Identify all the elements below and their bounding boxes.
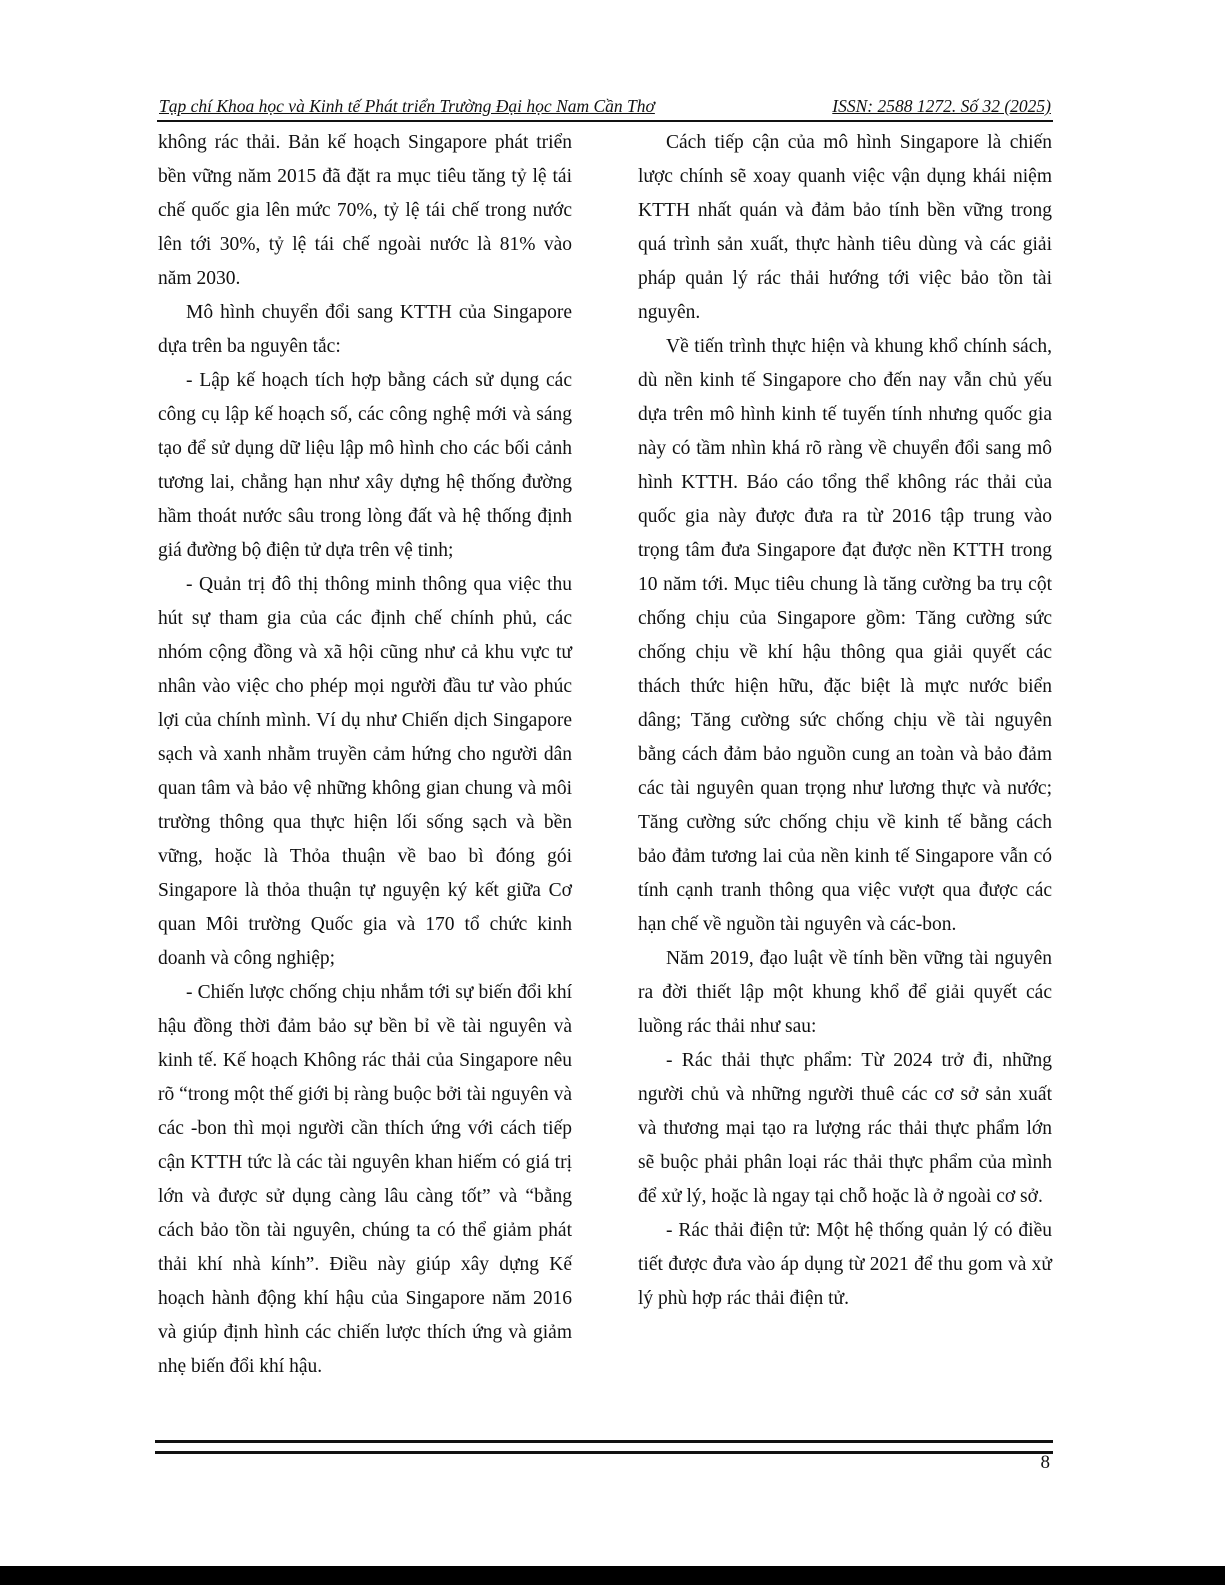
paragraph: Về tiến trình thực hiện và khung khổ chính sách, dù nền kinh tế Singapore cho đến nay vẫn chủ yếu dựa trên mô hình kinh tế tuyến tính nhưng quốc gia này có tầm nhìn khá rõ ràng về chuyển đổi sang mô hình KTTH. Báo cáo tổng thể không rác thải của quốc gia này được đưa ra từ 2016 tập trung vào trọng tâm đưa Singapore đạt được nền KTTH trong 10 năm tới. Mục tiêu chung là tăng cường ba trụ cột chống chịu của Singapore gồm: Tăng cường sức chống chịu về khí hậu thông qua giải quyết các thách thức hiện hữu, đặc biệt là mực nước biển dâng; Tăng cường sức chống chịu về tài nguyên bằng cách đảm bảo nguồn cung an toàn và bảo đảm các tài nguyên quan trọng như lương thực và nước; Tăng cường sức chống chịu về kinh tế bằng cách bảo đảm tương lai của nền kinh tế Singapore vẫn có tính cạnh tranh thông qua việc vượt qua được các hạn chế về nguồn tài nguyên và các-bon. bbox=[638, 336, 1052, 935]
paragraph: - Chiến lược chống chịu nhắm tới sự biến đổi khí hậu đồng thời đảm bảo sự bền bỉ về tài nguyên và kinh tế. Kế hoạch Không rác thải của Singapore nêu rõ “trong một thế giới bị ràng buộc bởi tài nguyên và các -bon thì mọi người cần thích ứng với cách tiếp cận KTTH tức là các tài nguyên khan hiếm có giá trị lớn và được sử dụng càng lâu càng tốt” và “bằng cách bảo tồn tài nguyên, chúng ta có thể giảm phát thải khí nhà kính”. Điều này giúp xây dựng Kế hoạch hành động khí hậu của Singapore năm 2016 và giúp định hình các chiến lược thích ứng và giảm nhẹ biến đổi khí hậu. bbox=[158, 982, 572, 1377]
footer-rule bbox=[155, 1440, 1053, 1454]
page-number: 8 bbox=[1040, 1452, 1050, 1473]
right-column bbox=[638, 126, 1052, 1316]
paragraph: Mô hình chuyển đổi sang KTTH của Singapore dựa trên ba nguyên tắc: bbox=[158, 302, 572, 357]
paragraph: - Rác thải thực phẩm: Từ 2024 trở đi, những người chủ và những người thuê các cơ sở sản xuất và thương mại tạo ra lượng rác thải thực phẩm lớn sẽ buộc phải phân loại rác thải thực phẩm của mình để xử lý, hoặc là ngay tại chỗ hoặc là ở ngoài cơ sở. bbox=[638, 1050, 1052, 1207]
journal-title: Tạp chí Khoa học và Kinh tế Phát triển Trường Đại học Nam Cần Thơ bbox=[159, 96, 655, 116]
paragraph: - Quản trị đô thị thông minh thông qua việc thu hút sự tham gia của các định chế chính phủ, các nhóm cộng đồng và xã hội cũng như cả khu vực tư nhân vào việc cho phép mọi người đầu tư vào phúc lợi của chính mình. Ví dụ như Chiến dịch Singapore sạch và xanh nhằm truyền cảm hứng cho người dân quan tâm và bảo vệ những không gian chung và môi trường thông qua thực hiện lối sống sạch và bền vững, hoặc là Thỏa thuận về bao bì đóng gói Singapore là thỏa thuận tự nguyện ký kết giữa Cơ quan Môi trường Quốc gia và 170 tổ chức kinh doanh và công nghiệp; bbox=[158, 574, 572, 969]
issue-info: ISSN: 2588 1272. Số 32 (2025) bbox=[832, 96, 1051, 116]
paragraph: - Lập kế hoạch tích hợp bằng cách sử dụng các công cụ lập kế hoạch số, các công nghệ mới và sáng tạo để sử dụng dữ liệu lập mô hình cho các bối cảnh tương lai, chẳng hạn như xây dựng hệ thống đường hầm thoát nước sâu trong lòng đất và hệ thống định giá đường bộ điện tử dựa trên vệ tinh; bbox=[158, 370, 572, 561]
running-header bbox=[157, 92, 1053, 126]
paragraph: - Rác thải điện tử: Một hệ thống quản lý có điều tiết được đưa vào áp dụng từ 2021 để thu gom và xử lý phù hợp rác thải điện tử. bbox=[638, 1220, 1052, 1309]
bottom-bar bbox=[0, 1566, 1225, 1585]
paragraph: không rác thải. Bản kế hoạch Singapore phát triển bền vững năm 2015 đã đặt ra mục tiêu tăng tỷ lệ tái chế quốc gia lên mức 70%, tỷ lệ tái chế trong nước lên tới 30%, tỷ lệ tái chế ngoài nước là 81% vào năm 2030. bbox=[158, 132, 572, 289]
left-column bbox=[158, 126, 572, 1384]
paragraph: Cách tiếp cận của mô hình Singapore là chiến lược chính sẽ xoay quanh việc vận dụng khái niệm KTTH nhất quán và đảm bảo tính bền vững trong quá trình sản xuất, thực hành tiêu dùng và các giải pháp quản lý rác thải hướng tới việc bảo tồn tài nguyên. bbox=[638, 132, 1052, 323]
header-rule bbox=[157, 120, 1053, 122]
paragraph: Năm 2019, đạo luật về tính bền vững tài nguyên ra đời thiết lập một khung khổ để giải quyết các luồng rác thải như sau: bbox=[638, 948, 1052, 1037]
